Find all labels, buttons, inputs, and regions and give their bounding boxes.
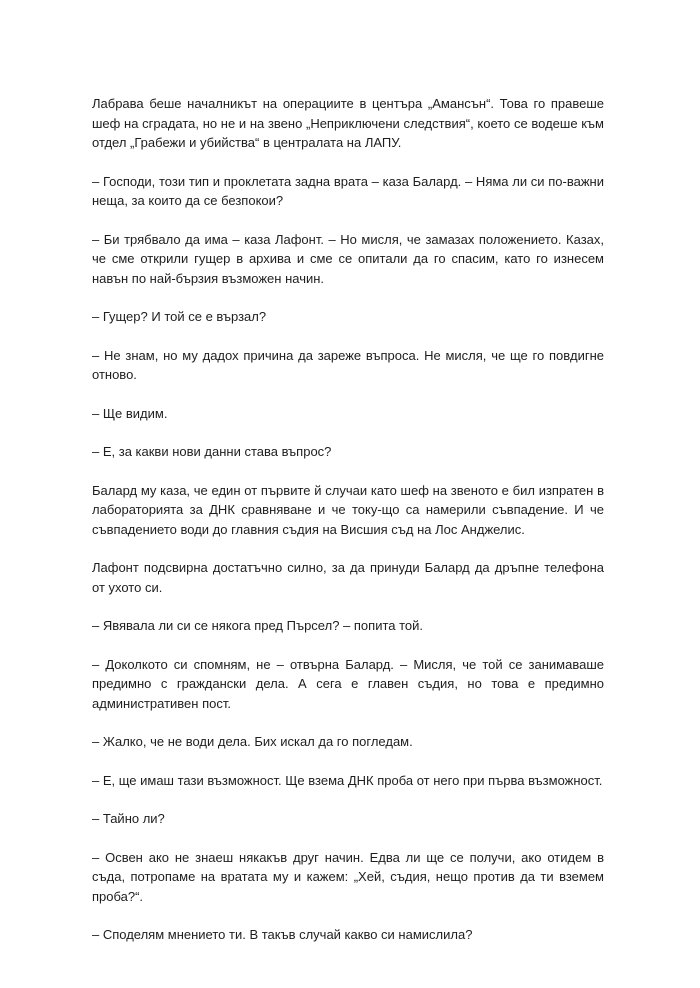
paragraph: – Би трябвало да има – каза Лафонт. – Но мисля, че замазах положението. Казах, че сме открили гущер в архива и сме се опитали да го спасим, като го изнесем навън по най-бързия възможен начин. bbox=[92, 231, 604, 286]
paragraph: – Тайно ли? bbox=[92, 811, 165, 826]
paragraph: – Ще видим. bbox=[92, 405, 168, 421]
paragraph: – Не знам, но му дадох причина да зареже въпроса. Не мисля, че ще го повдигне отново. bbox=[92, 347, 604, 382]
document-page bbox=[92, 94, 604, 964]
paragraph: – Освен ако не знаеш някакъв друг начин. Едва ли ще се получи, ако отидем в съда, потропаме на вратата му и кажем: „Хей, съдия, нещо против да ти вземем проба?“. bbox=[92, 849, 604, 904]
paragraph: – Споделям мнението ти. В такъв случай какво си намислила? bbox=[92, 927, 473, 942]
paragraph: – Жалко, че не води дела. Бих искал да го погледам. bbox=[92, 734, 413, 749]
paragraph: – Явявала ли си се някога пред Пърсел? – попита той. bbox=[92, 618, 424, 633]
paragraph: Лафонт подсвирна достатъчно силно, за да принуди Балард да дръпне телефона от ухото си. bbox=[92, 560, 604, 595]
paragraph: – Гущер? И той се е вързал? bbox=[92, 309, 267, 324]
paragraph: Лабрава беше началникът на операциите в центъра „Амансън“. Това го правеше шеф на сградата, но не и на звено „Неприключени следствия“, което се водеше към отдел „Грабежи и убийства“ в централата на ЛАПУ. bbox=[92, 96, 604, 150]
paragraph: – Господи, този тип и проклетата задна врата – каза Балард. – Няма ли си по-важни неща, за които да се безпокои? bbox=[92, 173, 604, 208]
paragraph: – Доколкото си спомням, не – отвърна Балард. – Мисля, че той се занимаваше предимно с граждански дела. А сега е главен съдия, но това е предимно административен пост. bbox=[92, 656, 604, 711]
paragraph: – Е, ще имаш тази възможност. Ще взема ДНК проба от него при първа възможност. bbox=[92, 772, 603, 788]
paragraph: – Е, за какви нови данни става въпрос? bbox=[92, 444, 332, 459]
paragraph: Балард му каза, че един от първите й случаи като шеф на звеното е бил изпратен в лабораторията за ДНК сравняване и че току-що са намерили съвпадение. И че съвпадението води до главния съдия на Висшия съд на Лос Анджелис. bbox=[92, 482, 604, 537]
